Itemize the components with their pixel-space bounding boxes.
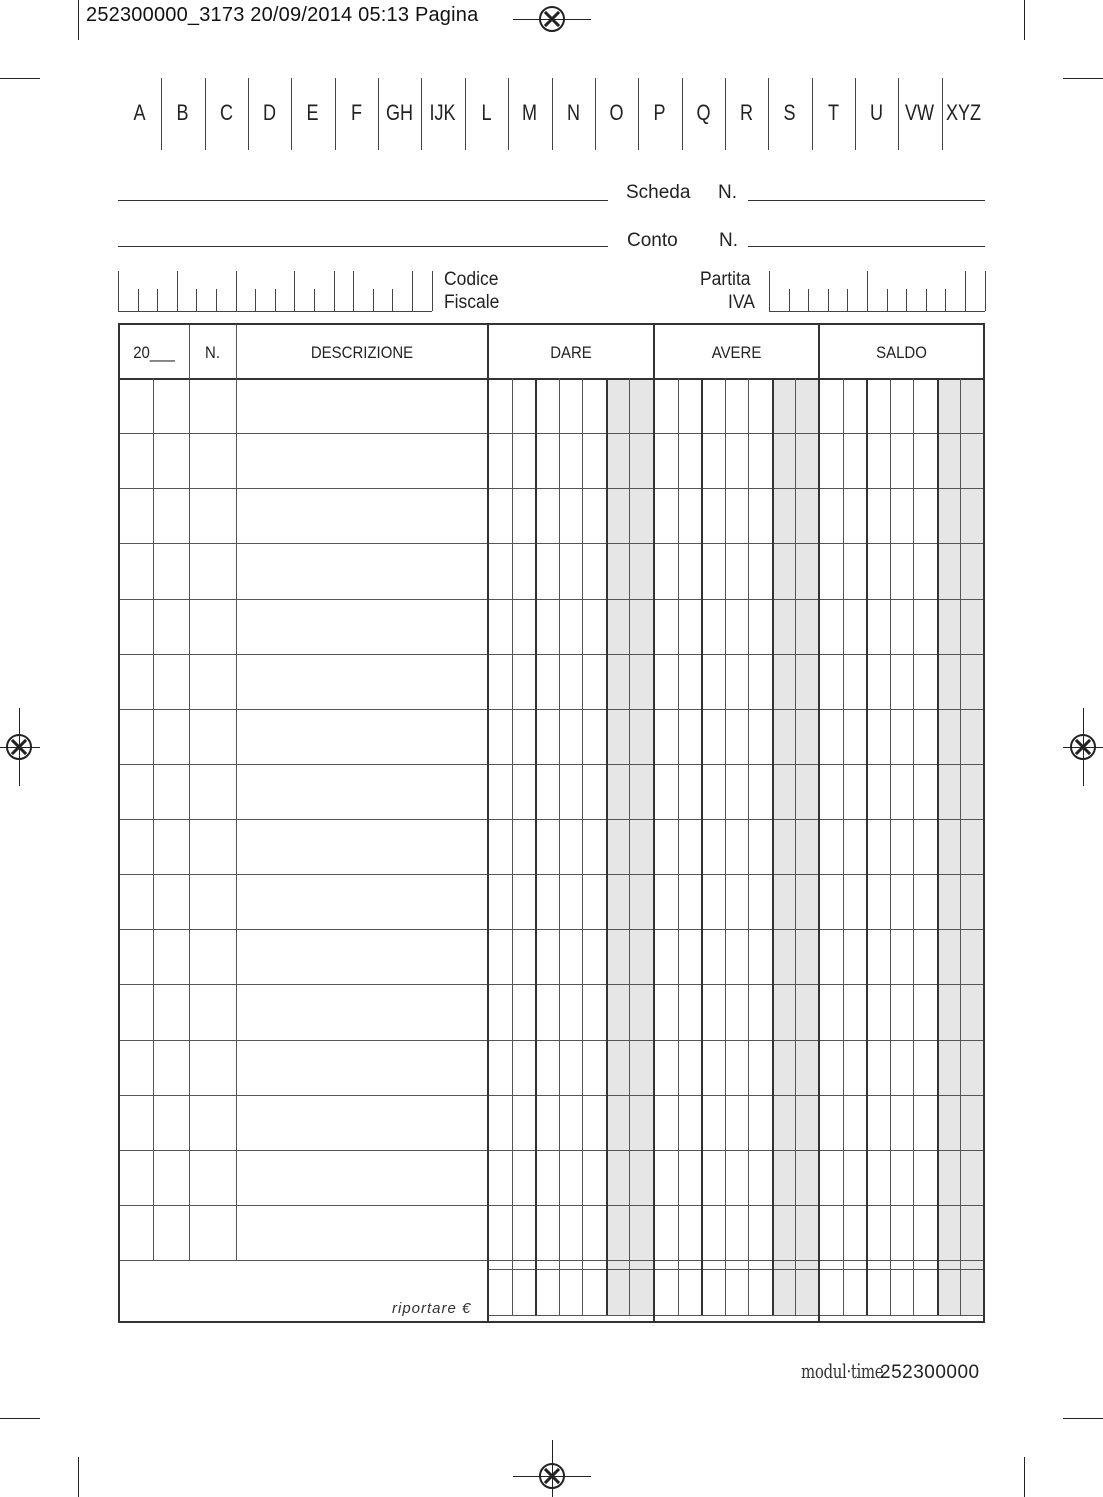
- char-box-divider: [275, 289, 276, 311]
- crop-mark: [0, 1418, 40, 1419]
- char-box-divider: [334, 271, 335, 311]
- char-box-divider: [906, 289, 907, 311]
- alphabet-letter: XYZ: [945, 100, 982, 125]
- char-box-divider: [157, 289, 158, 311]
- alphabet-separator: [898, 78, 899, 150]
- alphabet-separator: [508, 78, 509, 150]
- char-box-divider: [138, 289, 139, 311]
- char-box-divider: [965, 271, 966, 311]
- alphabet-letter: Q: [696, 100, 711, 125]
- alphabet-letter: GH: [385, 100, 414, 125]
- alphabet-letter: T: [827, 100, 840, 125]
- char-box-divider: [216, 289, 217, 311]
- product-code: 252300000: [880, 1362, 980, 1383]
- crop-mark: [1063, 78, 1103, 79]
- alphabet-letter: U: [869, 100, 884, 125]
- header-number: N.: [205, 343, 220, 362]
- alphabet-letter: O: [609, 100, 624, 125]
- header-year: 20___: [133, 343, 175, 362]
- alphabet-separator: [421, 78, 422, 150]
- char-box-divider: [887, 289, 888, 311]
- registration-mark-icon: [6, 734, 32, 760]
- alphabet-letter: D: [262, 100, 277, 125]
- scheda-number-line: [748, 200, 985, 201]
- alphabet-separator: [205, 78, 206, 150]
- registration-mark-icon: [539, 6, 565, 32]
- ledger-frame: [118, 323, 985, 1323]
- partita-iva-label-2: IVA: [728, 292, 755, 313]
- alphabet-separator: [595, 78, 596, 150]
- alphabet-letter: P: [653, 100, 666, 125]
- char-box-divider: [945, 289, 946, 311]
- alphabet-letter: L: [481, 100, 492, 125]
- char-box-divider: [373, 289, 374, 311]
- alphabet-letter: E: [306, 100, 319, 125]
- brand-logo: modul·time: [801, 1359, 884, 1383]
- alphabet-letter: N: [566, 100, 581, 125]
- alphabet-separator: [638, 78, 639, 150]
- codice-fiscale-label-1: Codice: [444, 269, 499, 290]
- crop-mark: [78, 1457, 79, 1497]
- char-box-divider: [196, 289, 197, 311]
- char-box-divider: [294, 271, 295, 311]
- char-box-divider: [867, 271, 868, 311]
- char-box-divider: [432, 271, 433, 311]
- char-box-divider: [177, 271, 178, 311]
- partita-iva-label-1: Partita: [700, 269, 751, 290]
- conto-label: Conto: [627, 230, 678, 251]
- alphabet-separator: [855, 78, 856, 150]
- alphabet-letter: S: [783, 100, 796, 125]
- scheda-label: Scheda: [626, 182, 691, 203]
- char-box-divider: [847, 289, 848, 311]
- registration-mark-icon: [539, 1463, 565, 1489]
- alphabet-letter: C: [219, 100, 234, 125]
- char-box-baseline: [769, 311, 985, 312]
- alphabet-separator: [682, 78, 683, 150]
- codice-fiscale-label-2: Fiscale: [444, 292, 500, 313]
- char-box-divider: [353, 271, 354, 311]
- char-box-divider: [808, 289, 809, 311]
- char-box-divider: [828, 289, 829, 311]
- crop-mark: [1063, 1418, 1103, 1419]
- char-box-divider: [985, 271, 986, 311]
- alphabet-separator: [812, 78, 813, 150]
- char-box-divider: [314, 289, 315, 311]
- char-box-divider: [926, 289, 927, 311]
- riportare-label: riportare €: [392, 1300, 472, 1317]
- header-avere: AVERE: [711, 343, 762, 362]
- conto-n-label: N.: [719, 230, 738, 251]
- char-box-divider: [236, 271, 237, 311]
- header-description: DESCRIZIONE: [310, 343, 414, 362]
- alphabet-separator: [942, 78, 943, 150]
- alphabet-separator: [552, 78, 553, 150]
- crop-mark: [0, 78, 40, 79]
- alphabet-separator: [725, 78, 726, 150]
- conto-name-line: [118, 246, 608, 247]
- char-box-divider: [255, 289, 256, 311]
- conto-number-line: [748, 246, 985, 247]
- char-box-divider: [412, 271, 413, 311]
- alphabet-separator: [161, 78, 162, 150]
- alphabet-letter: A: [133, 100, 146, 125]
- scheda-n-label: N.: [718, 182, 737, 203]
- crop-mark: [78, 0, 79, 40]
- scheda-name-line: [118, 200, 608, 201]
- print-header: 252300000_3173 20/09/2014 05:13 Pagina: [86, 4, 479, 26]
- alphabet-letter: F: [350, 100, 363, 125]
- char-box-divider: [789, 289, 790, 311]
- char-box-baseline: [118, 311, 432, 312]
- char-box-divider: [392, 289, 393, 311]
- crop-mark: [1024, 1457, 1025, 1497]
- registration-mark-icon: [1070, 734, 1096, 760]
- alphabet-letter: VW: [904, 100, 935, 125]
- alphabet-letter: IJK: [429, 100, 456, 125]
- alphabet-separator: [768, 78, 769, 150]
- header-saldo: SALDO: [876, 343, 927, 362]
- alphabet-separator: [291, 78, 292, 150]
- char-box-divider: [118, 271, 119, 311]
- alphabet-separator: [248, 78, 249, 150]
- alphabet-separator: [335, 78, 336, 150]
- alphabet-separator: [465, 78, 466, 150]
- char-box-divider: [769, 271, 770, 311]
- header-dare: DARE: [550, 343, 592, 362]
- alphabet-letter: R: [739, 100, 754, 125]
- crop-mark: [1024, 0, 1025, 40]
- alphabet-letter: M: [521, 100, 538, 125]
- alphabet-letter: B: [176, 100, 189, 125]
- alphabet-separator: [378, 78, 379, 150]
